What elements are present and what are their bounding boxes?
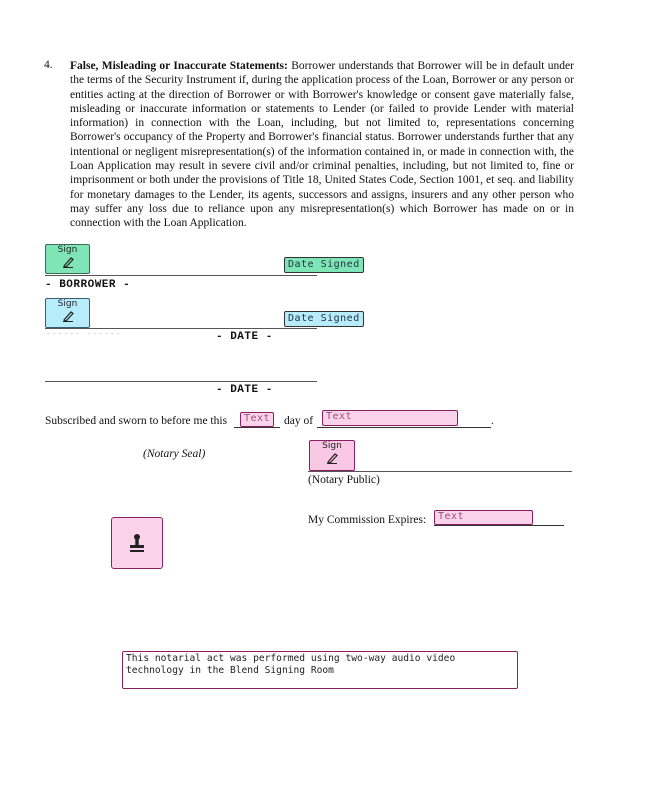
sign-label: Sign xyxy=(57,245,78,255)
third-signature-line xyxy=(45,381,317,382)
commission-text-field[interactable]: Text xyxy=(434,510,533,525)
commission-underline xyxy=(434,525,564,526)
notary-stamp-button[interactable] xyxy=(111,517,163,569)
commission-label: My Commission Expires: xyxy=(308,514,427,526)
month-underline xyxy=(317,427,491,428)
stamp-icon xyxy=(128,533,146,553)
date-label-2: - DATE - xyxy=(216,384,273,396)
pen-icon xyxy=(61,310,75,322)
sworn-prefix: Subscribed and sworn to before me this xyxy=(45,415,228,427)
section-number: 4. xyxy=(44,59,53,71)
pen-icon xyxy=(61,256,75,268)
notary-signature-line xyxy=(308,471,572,472)
date-signed-field-1[interactable]: Date Signed xyxy=(284,257,364,273)
section-heading: False, Misleading or Inaccurate Statements: xyxy=(70,60,288,72)
section-paragraph xyxy=(70,59,574,231)
pen-icon xyxy=(325,452,339,464)
sign-button-borrower-1[interactable] xyxy=(45,244,90,274)
section-body: Borrower understands that Borrower will be in default under the terms of the Security Instrument if, during the application process of the Loan, Borrower or any person or entities acting at the direction of Borrower or with Borrower's knowledge or consent gave materially false, misleading or inaccurate information or statements to Lender (or failed to provide Lender with material information) in connection with the Loan, including, but not limited to, representations concerning Borrower's occupancy of the Property and Borrower's financial status. Borrower understands further that any intentional or negligent misrepresentation(s) of the information contained in, or made in connection with, the Loan Application may result in severe civil and/or criminal penalties, including, but not limited to, fine or imprisonment or both under the provisions of Title 18, United States Code, Section 1001, et seq. and liability for monetary damages to the Lender, its agents, successors and assigns, insurers and any other person who may suffer any loss due to reliance upon any misrepresentation(s) which Borrower has made on or in connection with the Loan Application. xyxy=(70,60,574,230)
remote-notarization-notice: This notarial act was performed using two-way audio video technology in the Blend Signing Room xyxy=(122,651,518,689)
faint-underlay-text: ------ ------ xyxy=(46,329,122,338)
sign-button-notary[interactable] xyxy=(309,440,355,471)
borrower-signature-line xyxy=(45,275,317,276)
sign-label: Sign xyxy=(57,299,78,309)
sign-button-borrower-2[interactable] xyxy=(45,298,90,328)
sign-label: Sign xyxy=(322,441,342,451)
month-text-field[interactable]: Text xyxy=(322,410,458,426)
day-text-field[interactable]: Text xyxy=(240,412,274,427)
day-underline xyxy=(234,427,280,428)
date-label-1: - DATE - xyxy=(216,331,273,343)
borrower-label: - BORROWER - xyxy=(45,279,131,291)
sworn-period: . xyxy=(491,415,494,427)
notary-seal-label: (Notary Seal) xyxy=(143,448,206,460)
day-of-text: day of xyxy=(284,415,314,427)
notary-public-label: (Notary Public) xyxy=(308,474,380,486)
date-signed-field-2[interactable]: Date Signed xyxy=(284,311,364,327)
